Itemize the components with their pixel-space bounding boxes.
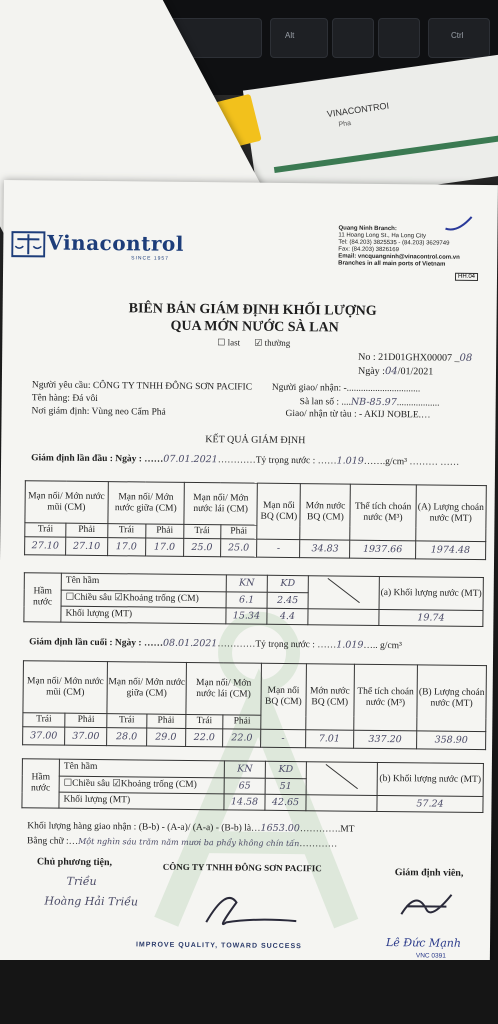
survey-document [0,180,498,985]
key-ctrl: Ctrl [428,18,490,58]
option-regular: ☑ thường [254,337,291,349]
first-draft-table: Mạn nối/ Mớn nước mũi (CM) Mạn nối/ Mớn nước giữa (CM) Mạn nối/ Mớn nước lái (CM) Mạn nối BQ (CM) Mớn nước BQ (CM) Thể tích choán nước (M³) (A) Lượng choán nước (MT) Trái Phải Trái Phải Trái Phải 27.10 27.10 17.0 17.0 25.0 25.0 - 34.83 1937.66 1974.48 [24,480,487,560]
scale-icon [11,230,45,258]
form-code: HH.04 [455,273,478,281]
surveyor-code: VNC 0391 [415,952,446,960]
owner-signature: Triều [66,874,97,889]
key-alt: Alt [270,18,328,58]
company-label: CÔNG TY TNHH ĐÔNG SƠN PACIFIC [162,861,322,874]
key-windows [332,18,374,58]
goods-name: Tên hàng: Đá vôi [31,393,98,404]
result-title: KẾT QUẢ GIÁM ĐỊNH [205,434,306,447]
surveyor-stamp-name: Lê Đức Mạnh [385,936,462,950]
vinacontrol-logo: Vinacontrol SINCE 1957 [11,230,45,263]
option-last: ☐ last [217,337,241,348]
branch-info: Quang Ninh Branch: 11 Hoang Long St., Ha Long City Tel: (84.203) 3825535 - (84.203) 3629749 Fax: (84.203) 3826169 Email: vncquangninh@vinacontrol.com.vn Branches in all main ports of Vietnam [338,225,460,268]
doc-date: Ngày :04/01/2021 [357,365,434,378]
ship-name: Giao/ nhận từ tàu : - AKIJ NOBLE.… [285,408,431,421]
col-mid: Mạn nối/ Mớn nước giữa (CM) [107,482,184,525]
survey-place: Nơi giám định: Vùng neo Cẩm Phả [31,406,166,418]
col-aft: Mạn nối/ Mớn nước lái (CM) [184,482,258,525]
col-draft-bq: Mớn nước BQ (CM) [300,484,351,541]
surveyor-label: Giám định viên, [394,867,464,879]
doc-title-line2: QUA MỚN NƯỚC SÀ LAN [170,318,339,336]
delivered-mass: Khối lượng hàng giao nhận : (B-b) - (A-a)/ (A-a) - (B-b) là…1653.00………….MT [27,821,355,835]
deliverer: Người giao/ nhận: -............................... [271,382,421,395]
doc-number: No : 21D01GHX00007 _08 [358,351,473,364]
col-mass-a: (A) Lượng choán nước (MT) [415,485,486,542]
first-tank-table: Hầm nước Tên hầm KN KD (a) Khối lượng nước (MT) ☐Chiều sâu ☑Khoảng trống (CM) 6.1 2.45 Khối lượng (MT) 15.34 4.4 19.74 [23,572,483,627]
dark-bottom-area [0,960,498,1024]
key-menu [378,18,420,58]
owner-label: Chủ phương tiện, [36,856,113,869]
final-draft-table: Mạn nối/ Mớn nước mũi (CM) Mạn nối/ Mớn nước giữa (CM) Mạn nối/ Mớn nước lái (CM) Mạn nối BQ (CM) Mớn nước BQ (CM) Thể tích choán nước (M³) (B) Lượng choán nước (MT) Trái Phải Trái Phải Trái Phải 37.00 37.00 28.0 29.0 22.0 22.0 - 7.01 337.20 358.90 [22,660,487,750]
slogan: IMPROVE QUALITY, TOWARD SUCCESS [135,941,302,951]
tick-mark [443,215,473,235]
back-paper-green-strip [274,134,498,173]
crossed-cell [306,762,377,796]
barge-number: Sà lan số : ....NB-85.97.................. [299,396,440,409]
requester: Người yêu cầu: CÔNG TY TNHH ĐÔNG SƠN PACIFIC [31,380,253,393]
col-volume: Thể tích choán nước (M³) [350,484,416,541]
table-row: 37.00 37.00 28.0 29.0 22.0 22.0 - 7.01 337.20 358.90 [23,727,486,750]
back-paper-brand: VINACONTROI [326,100,390,120]
final-survey-line: Giám định lần cuối : Ngày : ……08.01.2021…………Tỷ trọng nước : ……1.019….. g/cm³ [29,637,402,652]
doc-title-line1: BIÊN BẢN GIÁM ĐỊNH KHỐI LƯỢNG [128,301,377,319]
company-signature [196,882,307,933]
final-tank-table: Hầm nước Tên hầm KN KD (b) Khối lượng nước (MT) ☐Chiều sâu ☑Khoảng trống (CM) 65 51 Khối lượng (MT) 14.58 42.65 57.24 [21,758,483,813]
col-bq: Mạn nối BQ (CM) [257,483,301,539]
table-row: 27.10 27.10 17.0 17.0 25.0 25.0 - 34.83 1937.66 1974.48 [25,537,486,560]
back-paper-sub: Pha [338,119,352,129]
surveyor-signature [396,884,456,925]
owner-name: Hoàng Hải Triều [44,894,139,909]
amount-in-words: Bằng chữ :…Một nghìn sáu trăm năm mươi ba phẩy không chín tấn………… [27,836,338,850]
col-fore: Mạn nối/ Mớn nước mũi (CM) [25,481,108,524]
first-survey-line: Giám định lần đầu : Ngày : ……07.01.2021…………Tỷ trọng nước : ……1.019…….g/cm³ ……… …… [31,453,460,468]
crossed-cell [308,576,379,610]
